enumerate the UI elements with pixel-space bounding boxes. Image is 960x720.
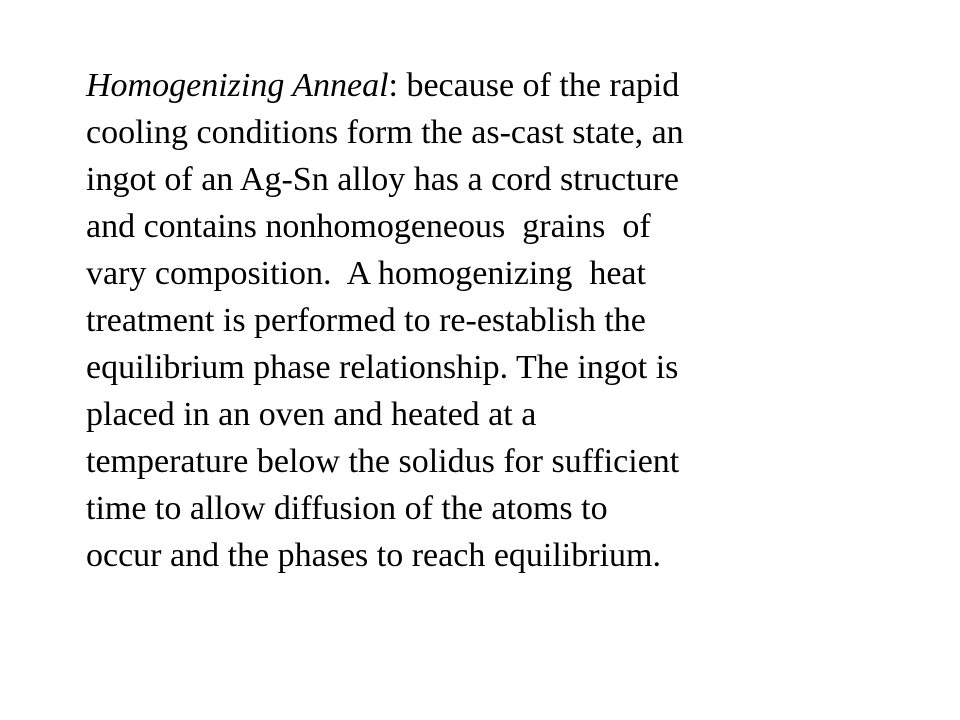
text-line-10: time to allow diffusion of the atoms to	[86, 490, 608, 527]
text-line-11: occur and the phases to reach equilibrium.	[86, 537, 661, 574]
text-line-6: treatment is performed to re-establish the	[86, 302, 646, 339]
text-line-3: ingot of an Ag-Sn alloy has a cord structure	[86, 161, 679, 198]
term-homogenizing-anneal: Homogenizing Anneal	[86, 67, 389, 104]
text-line-1	[86, 62, 886, 109]
text-line-4: and contains nonhomogeneous grains of	[86, 208, 651, 245]
text-line-2: cooling conditions form the as-cast state, an	[86, 114, 684, 151]
text-line-1-rest: : because of the rapid	[388, 67, 680, 104]
body-paragraph	[86, 62, 886, 579]
text-line-9: temperature below the solidus for sufficient	[86, 443, 680, 480]
text-line-5: vary composition. A homogenizing heat	[86, 255, 646, 292]
text-line-8: placed in an oven and heated at a	[86, 396, 537, 433]
text-line-7: equilibrium phase relationship. The ingot is	[86, 349, 679, 386]
